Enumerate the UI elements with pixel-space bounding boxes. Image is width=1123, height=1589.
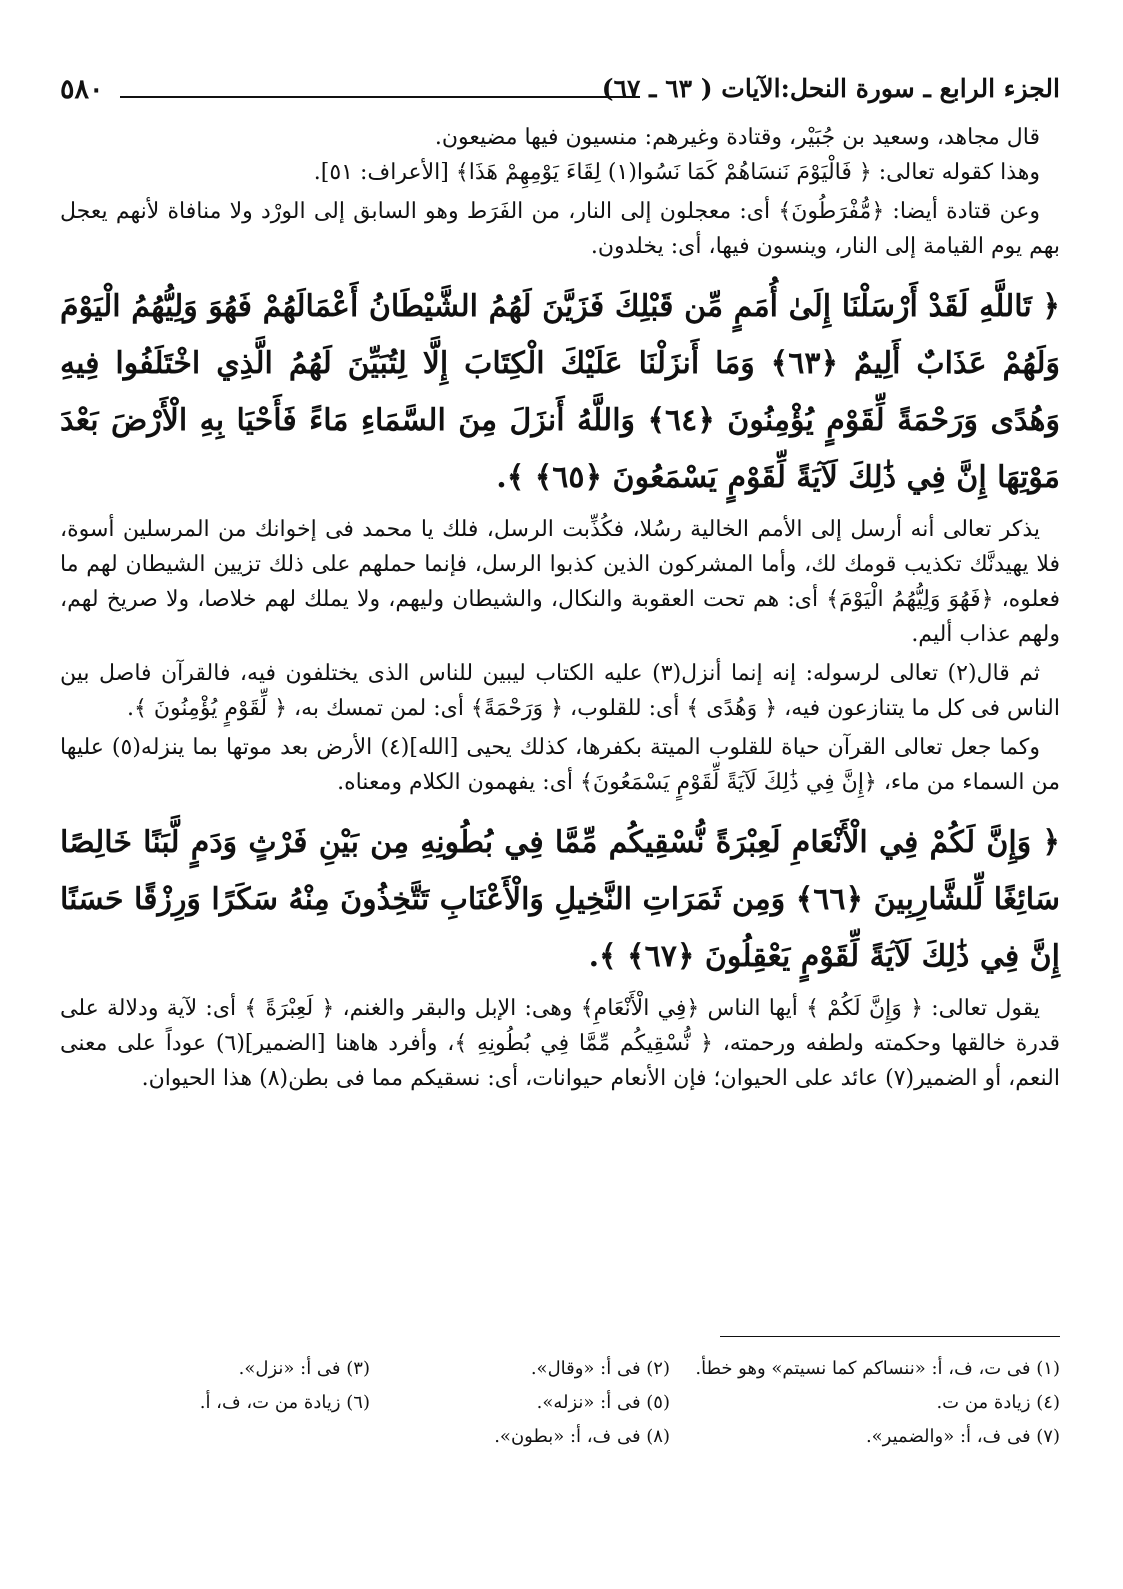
quran-verse-block: ﴿ وَإِنَّ لَكُمْ فِي الْأَنْعَامِ لَعِبْرَةً نُّسْقِيكُم مِّمَّا فِي بُطُونِهِ مِن بَيْنِ فَرْثٍ وَدَمٍ لَّبَنًا خَالِصًا سَائِغًا لِّلشَّارِبِينَ ﴿٦٦﴾ وَمِن ثَمَرَاتِ النَّخِيلِ وَالْأَعْنَابِ تَتَّخِذُونَ مِنْهُ سَكَرًا وَرِزْقًا حَسَنًا إِنَّ فِي ذَٰلِكَ لَآيَةً لِّقَوْمٍ يَعْقِلُونَ ﴿٦٧﴾ ﴾. bbox=[60, 825, 1060, 974]
footnote-row bbox=[60, 1352, 1060, 1386]
quran-verse-block: ﴿ تَاللَّهِ لَقَدْ أَرْسَلْنَا إِلَىٰ أُمَمٍ مِّن قَبْلِكَ فَزَيَّنَ لَهُمُ الشَّيْطَانُ أَعْمَالَهُمْ فَهُوَ وَلِيُّهُمُ الْيَوْمَ وَلَهُمْ عَذَابٌ أَلِيمٌ ﴿٦٣﴾ وَمَا أَنزَلْنَا عَلَيْكَ الْكِتَابَ إِلَّا لِتُبَيِّنَ لَهُمُ الَّذِي اخْتَلَفُوا فِيهِ وَهُدًى وَرَحْمَةً لِّقَوْمٍ يُؤْمِنُونَ ﴿٦٤﴾ وَاللَّهُ أَنزَلَ مِنَ السَّمَاءِ مَاءً فَأَحْيَا بِهِ الْأَرْضَ بَعْدَ مَوْتِهَا إِنَّ فِي ذَٰلِكَ لَآيَةً لِّقَوْمٍ يَسْمَعُونَ ﴿٦٥﴾ ﴾. bbox=[60, 289, 1060, 495]
footnotes bbox=[60, 1352, 1060, 1454]
page-number: ٥٨٠ bbox=[60, 74, 104, 105]
commentary-paragraph: قال مجاهد، وسعيد بن جُبَيْر، وقتادة وغيرهم: منسيون فيها مضيعون. bbox=[434, 125, 1040, 150]
commentary-paragraph: يذكر تعالى أنه أرسل إلى الأمم الخالية رسُلا، فكُذِّبت الرسل، فلك يا محمد فى إخوانك من المرسلين أسوة، فلا يهيدنَّك تكذيب قومك لك، وأما المشركون الذين كذبوا الرسل، فإنما حملهم على ذلك تزيين الشيطان لهم ما فعلوه، ﴿فَهُوَ وَلِيُّهُمُ الْيَوْمَ﴾ أى: هم تحت العقوبة والنكال، والشيطان وليهم، ولا يملك لهم خلاصا، ولا صريخ لهم، ولهم عذاب أليم. bbox=[60, 517, 1060, 647]
main-text bbox=[60, 120, 1060, 1096]
footnote-rule bbox=[720, 1336, 1060, 1337]
footnote: (٨) فى ف، أ: «بطون». bbox=[494, 1426, 670, 1447]
footnote-row bbox=[60, 1420, 1060, 1454]
commentary-paragraph: ثم قال(٢) تعالى لرسوله: إنه إنما أنزل(٣) عليه الكتاب ليبين للناس الذى يختلفون فيه، فالقرآن فاصل بين الناس فى كل ما يتنازعون فيه، ﴿ وَهُدًى ﴾ أى: للقلوب، ﴿ وَرَحْمَةً﴾ أى: لمن تمسك به، ﴿ لِّقَوْمٍ يُؤْمِنُونَ ﴾. bbox=[60, 661, 1060, 721]
page-header bbox=[60, 60, 1060, 120]
commentary-paragraph: وعن قتادة أيضا: ﴿مُّفْرَطُونَ﴾ أى: معجلون إلى النار، من الفَرَط وهو السابق إلى الورْد ولا منافاة لأنهم يعجل بهم يوم القيامة إلى النار، وينسون فيها، أى: يخلدون. bbox=[60, 199, 1060, 259]
footnote: (٥) فى أ: «نزله». bbox=[536, 1392, 670, 1413]
running-title: الجزء الرابع ـ سورة النحل:الآيات ( ٦٣ ـ ٦٧) bbox=[601, 74, 1060, 103]
commentary-paragraph: وهذا كقوله تعالى: ﴿ فَالْيَوْمَ نَنسَاهُمْ كَمَا نَسُوا(١) لِقَاءَ يَوْمِهِمْ هَذَا﴾ [الأعراف: ٥١]. bbox=[313, 160, 1040, 185]
footnote: (٧) فى ف، أ: «والضمير». bbox=[865, 1426, 1060, 1447]
header-rule bbox=[120, 96, 640, 98]
footnote: (٦) زيادة من ت، ف، أ. bbox=[199, 1392, 370, 1413]
footnote: (٣) فى أ: «نزل». bbox=[238, 1358, 370, 1379]
footnote: (٢) فى أ: «وقال». bbox=[530, 1358, 670, 1379]
footnote-row bbox=[60, 1386, 1060, 1420]
book-page bbox=[60, 60, 1060, 1540]
footnote: (١) فى ت، ف، أ: «ننساكم كما نسيتم» وهو خطأ. bbox=[695, 1358, 1060, 1379]
commentary-paragraph: وكما جعل تعالى القرآن حياة للقلوب الميتة بكفرها، كذلك يحيى [الله](٤) الأرض بعد موتها بما ينزله(٥) عليها من السماء من ماء، ﴿إِنَّ فِي ذَٰلِكَ لَآيَةً لِّقَوْمٍ يَسْمَعُونَ﴾ أى: يفهمون الكلام ومعناه. bbox=[60, 735, 1060, 795]
commentary-paragraph: يقول تعالى: ﴿ وَإِنَّ لَكُمْ ﴾ أيها الناس ﴿فِي الْأَنْعَامِ﴾ وهى: الإبل والبقر والغنم، ﴿ لَعِبْرَةً ﴾ أى: لآية ودلالة على قدرة خالقها وحكمته ولطفه ورحمته، ﴿ نُّسْقِيكُم مِّمَّا فِي بُطُونِهِ ﴾، وأفرد هاهنا [الضمير](٦) عوداً على معنى النعم، أو الضمير(٧) عائد على الحيوان؛ فإن الأنعام حيوانات، أى: نسقيكم مما فى بطن(٨) هذا الحيوان. bbox=[60, 996, 1060, 1091]
footnote: (٤) زيادة من ت. bbox=[936, 1392, 1060, 1413]
